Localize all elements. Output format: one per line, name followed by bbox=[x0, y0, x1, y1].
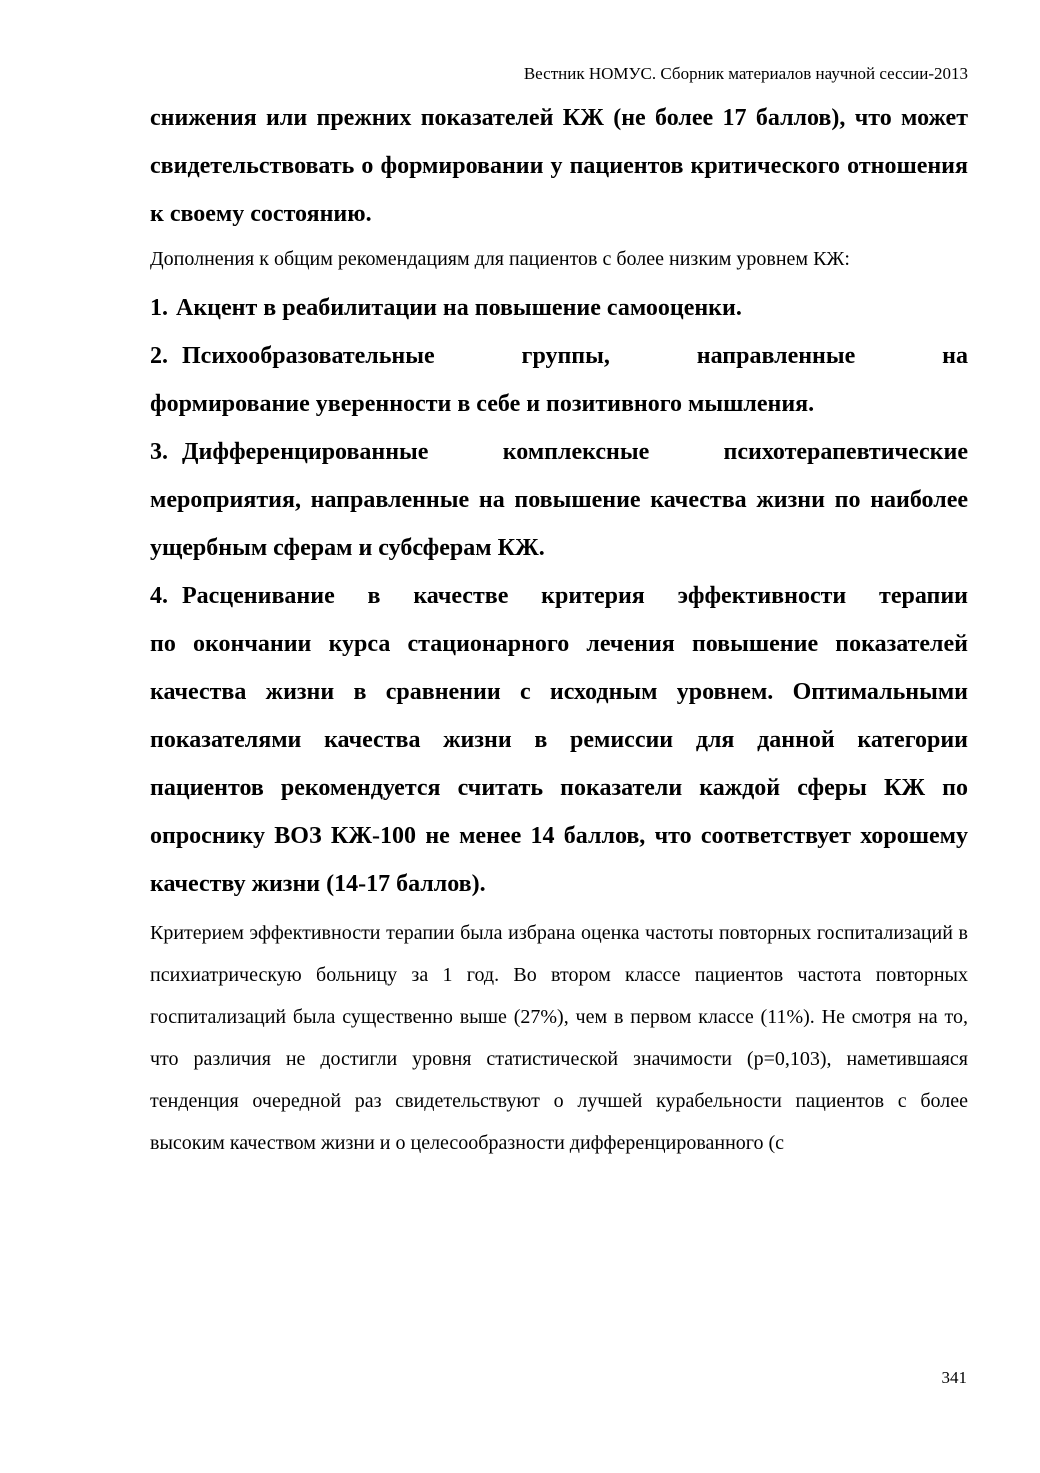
list-item-1 bbox=[150, 284, 968, 332]
running-header: Вестник НОМУС. Сборник материалов научной сессии-2013 bbox=[523, 64, 968, 83]
list-item-4 bbox=[150, 572, 968, 908]
list-item-text: Акцент в реабилитации на повышение самооценки. bbox=[176, 295, 742, 321]
body-paragraph: Критерием эффективности терапии была избрана оценка частоты повторных госпитализаций в психиатрическую больницу за 1 год. Во втором классе пациентов частота повторных госпитализаций была существенно выше (27%), чем в первом классе (11%). Не смотря на то, что различия не достигли уровня статистической значимости (р=0,103), наметившаяся тенденция очередной раз свидетельствуют о лучшей курабельности пациентов с более высоким качеством жизни и о целесообразности дифференцированного (с bbox=[150, 922, 968, 1154]
recommendations-intro: Дополнения к общим рекомендациям для пациентов с более низким уровнем КЖ: bbox=[150, 248, 850, 270]
list-item-number: 1. bbox=[150, 295, 168, 321]
list-item-text: Дифференцированные комплексные психотерапевтические bbox=[182, 439, 968, 465]
list-item-continuation: формирование уверенности в себе и позитивного мышления. bbox=[150, 391, 815, 417]
list-item-text: Психообразовательные группы, направленные на bbox=[182, 343, 968, 369]
page-number: 341 bbox=[941, 1368, 967, 1387]
list-item-continuation: по окончании курса стационарного лечения повышение показателей качества жизни в сравнении с исходным уровнем. Оптимальными показателями качества жизни в ремиссии для данной категории пациентов рекомендуется считать показатели каждой сферы КЖ по опроснику ВОЗ КЖ-100 не менее 14 баллов, что соответствует хорошему качеству жизни (14-17 баллов). bbox=[150, 631, 968, 897]
list-item-number: 3. bbox=[150, 439, 168, 465]
bold-paragraph-continued: снижения или прежних показателей КЖ (не более 17 баллов), что может свидетельствовать о формировании у пациентов критического отношения к своему состоянию. bbox=[150, 105, 968, 227]
list-item-3 bbox=[150, 428, 968, 572]
list-item-number: 2. bbox=[150, 343, 168, 369]
page-content bbox=[150, 94, 968, 1164]
list-item-number: 4. bbox=[150, 583, 168, 609]
list-item-2 bbox=[150, 332, 968, 428]
list-item-continuation: мероприятия, направленные на повышение качества жизни по наиболее ущербным сферам и субсферам КЖ. bbox=[150, 487, 968, 561]
list-item-text: Расценивание в качестве критерия эффективности терапии bbox=[182, 583, 968, 609]
recommendations-list bbox=[150, 284, 968, 908]
